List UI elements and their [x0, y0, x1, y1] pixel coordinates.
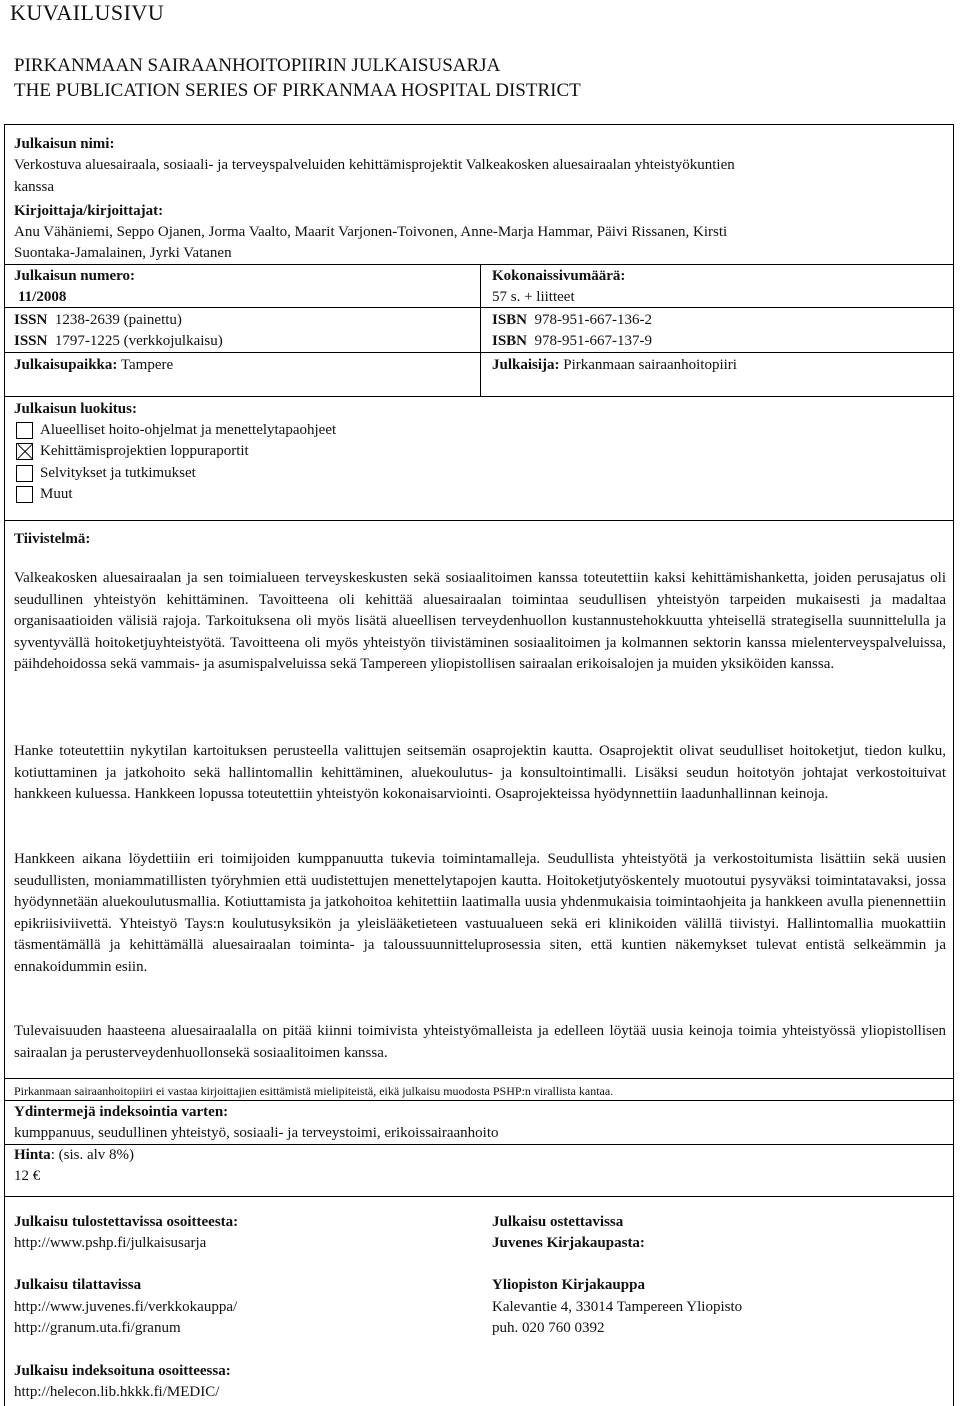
abstract-paragraph: Hankkeen aikana löydettiiin eri toimijoiden kumppanuutta tukevia toimintamalleja. Seudullista yhteistyötä ja verkostoitumista lisättiin sekä uusien seudullisten, moniammatillisten työryhmien että uudistettujen menettelytapojen kautta. Hoitoketjutyöskentely muotoutui pysyväksi toimintatavaksi, jossa hyödynnetään aluekoulutusmallia. Kotiuttamista ja jatkohoitoa kehitettiin laatimalla uusia yhdenmukaisia toimintaohjeita ja hankkeen avulla pienennettiin epikriisiviivettä. Yhteistyö Tays:n koulutusyksikön ja yleislääketieteen vastuualueen sekä eri klinikoiden välillä tiivistyi. Hallintomallia muokattiin täsmentämällä ja kehittämällä aluesairaalan toiminta- ja taloussuunnitteluprosessia siten, että kuntien näkemykset tulevat entistä selkeämmin ja ennakoidummin esiin.: [14, 851, 946, 975]
buy-label-cont: Juvenes Kirjakaupasta:: [492, 1235, 645, 1251]
issn-label: ISSN: [14, 312, 48, 328]
shop-address: Kalevantie 4, 33014 Tampereen Yliopisto: [492, 1299, 743, 1315]
divider: [4, 1144, 954, 1145]
publication-place: [14, 355, 173, 376]
order-label: Julkaisu tilattavissa: [14, 1277, 142, 1293]
column-divider: [480, 264, 481, 396]
isbn-value: 978-951-667-137-9: [534, 333, 653, 349]
number-value: 11/2008: [18, 289, 67, 305]
indexing-terms: kumppanuus, seudullinen yhteistyö, sosiaali- ja terveystoimi, erikoissairaanhoito: [14, 1125, 499, 1141]
divider: [4, 1196, 954, 1197]
abstract-paragraph: Hanke toteutettiin nykytilan kartoituksen perusteella valittujen seitsemän osaprojektin kautta. Osaprojektit olivat seudulliset hoitoketjut, tiedon kulku, kotiuttaminen ja jatkohoito sekä hallintomallin kehittäminen, aluekoulutus- ja konsultointimalli. Lisäksi seudun hoitotyön johtajat verkostoituivat hankkeen kuluessa. Hankkeen lopussa toteutettiin yhteistyön kokonaisarviointi. Osaprojekteissa hyödynnettiin laadunhallinnan keinoja.: [14, 743, 946, 803]
price-line: [14, 1145, 134, 1166]
place-label: Julkaisupaikka:: [14, 357, 118, 373]
publication-name: Verkostuva aluesairaala, sosiaali- ja terveyspalveluiden kehittämisprojektit Valkeakosken aluesairaalan yhteistyökuntien: [14, 157, 735, 173]
issn-value: 1238-2639 (painettu): [54, 312, 182, 328]
authors: Anu Vähäniemi, Seppo Ojanen, Jorma Vaalto, Maarit Varjonen-Toivonen, Anne-Marja Hammar, Päivi Rissanen, Kirsti: [14, 224, 728, 240]
abstract-label: Tiivistelmä:: [14, 531, 91, 547]
isbn-label: ISBN: [492, 312, 528, 328]
checkbox-studies[interactable]: [16, 465, 33, 482]
isbn-label: ISBN: [492, 333, 528, 349]
divider: [4, 1078, 954, 1079]
abstract-paragraph: Tulevaisuuden haasteena aluesairaalalla on pitää kiinni toimivista yhteistyömalleista ja edelleen löytää uusia keinoja toimia yhteistyössä yliopistollisen sairaalan ja perusterveydenhuollonsekä sosiaalitoimen kanssa.: [14, 1023, 946, 1061]
price-value: 12 €: [14, 1168, 41, 1184]
shop-phone: puh. 020 760 0392: [492, 1320, 605, 1336]
checkbox-regional-guidelines[interactable]: [16, 422, 33, 439]
order-link[interactable]: http://granum.uta.fi/granum: [14, 1320, 181, 1336]
publication-name-cont: kanssa: [14, 179, 54, 195]
series-title-en: THE PUBLICATION SERIES OF PIRKANMAA HOSPITAL DISTRICT: [14, 80, 581, 101]
isbn-value: 978-951-667-136-2: [534, 312, 653, 328]
divider: [4, 396, 954, 397]
price-note: : (sis. alv 8%): [50, 1147, 135, 1163]
online-link[interactable]: http://www.pshp.fi/julkaisusarja: [14, 1235, 207, 1251]
checkbox-project-reports[interactable]: [16, 443, 33, 460]
shop-name: Yliopiston Kirjakauppa: [492, 1277, 645, 1293]
isbn-online: [492, 331, 652, 352]
divider: [4, 1100, 954, 1101]
indexing-label: Ydintermejä indeksointia varten:: [14, 1104, 229, 1120]
checkbox-label: Muut: [40, 486, 73, 502]
page-title: KUVAILUSIVU: [10, 0, 165, 25]
checkbox-label: Alueelliset hoito-ohjelmat ja menettelytapaohjeet: [40, 422, 337, 438]
authors-cont: Suontaka-Jamalainen, Jyrki Vatanen: [14, 245, 232, 261]
indexed-link[interactable]: http://helecon.lib.hkkk.fi/MEDIC/: [14, 1384, 220, 1400]
pages-label: Kokonaissivumäärä:: [492, 268, 626, 284]
authors-label: Kirjoittaja/kirjoittajat:: [14, 203, 164, 219]
issn-label: ISSN: [14, 333, 48, 349]
checkbox-label: Selvitykset ja tutkimukset: [40, 465, 196, 481]
issn-online: [14, 331, 223, 352]
isbn-printed: [492, 310, 652, 331]
abstract-paragraph: Valkeakosken aluesairaalan ja sen toimialueen terveyskeskusten sekä sosiaalitoimen kanssa toteutettiin kaksi kehittämishanketta, joiden perusajatus oli seudullinen yhteistyön kehittäminen. Tavoitteena oli kehittää aluesairaalan toimintaa seudullisen yhteistyön tarpeiden mukaisesti ja madaltaa organisaatioiden välisiä rajoja. Tarkoituksena oli myös lisätä alueellisen terveydenhuollon kustannustehokkuutta yhteisellä strategisella suunnittelulla ja syventyvällä hoitoketjuyhteistyötä. Tavoitteena oli myös yhteistyön tiivistäminen sosiaalitoimen ja kolmannen sektorin kanssa mielenterveyspalveluissa, päihdehoidossa sekä vammais- ja asumispalveluissa sekä Tampereen yliopistollisen sairaalan erikoisalojen ja muiden yksiköiden kanssa.: [14, 570, 946, 673]
series-title-fi: PIRKANMAAN SAIRAANHOITOPIIRIN JULKAISUSARJA: [14, 55, 501, 76]
divider: [4, 264, 954, 265]
place-value: Tampere: [120, 357, 174, 373]
order-link[interactable]: http://www.juvenes.fi/verkkokauppa/: [14, 1299, 238, 1315]
buy-label: Julkaisu ostettavissa: [492, 1214, 624, 1230]
classification-label: Julkaisun luokitus:: [14, 401, 137, 417]
indexed-label: Julkaisu indeksoituna osoitteessa:: [14, 1363, 231, 1379]
divider: [4, 307, 954, 308]
number-label: Julkaisun numero:: [14, 268, 136, 284]
publication-name-label: Julkaisun nimi:: [14, 136, 115, 152]
checkbox-label: Kehittämisprojektien loppuraportit: [40, 443, 249, 459]
issn-printed: [14, 310, 182, 331]
publisher-label: Julkaisija:: [492, 357, 560, 373]
disclaimer: Pirkanmaan sairaanhoitopiiri ei vastaa kirjoittajien esittämistä mielipiteistä, eikä julkaisu muodosta PSHP:n virallista kantaa.: [14, 1084, 614, 1098]
publisher: [492, 355, 737, 376]
divider: [4, 352, 954, 353]
checkbox-other[interactable]: [16, 486, 33, 503]
pages-value: 57 s. + liitteet: [492, 289, 575, 305]
issn-value: 1797-1225 (verkkojulkaisu): [54, 333, 223, 349]
online-label: Julkaisu tulostettavissa osoitteesta:: [14, 1214, 239, 1230]
price-label: Hinta: [14, 1147, 51, 1163]
publisher-value: Pirkanmaan sairaanhoitopiiri: [563, 357, 737, 373]
divider: [4, 520, 954, 521]
